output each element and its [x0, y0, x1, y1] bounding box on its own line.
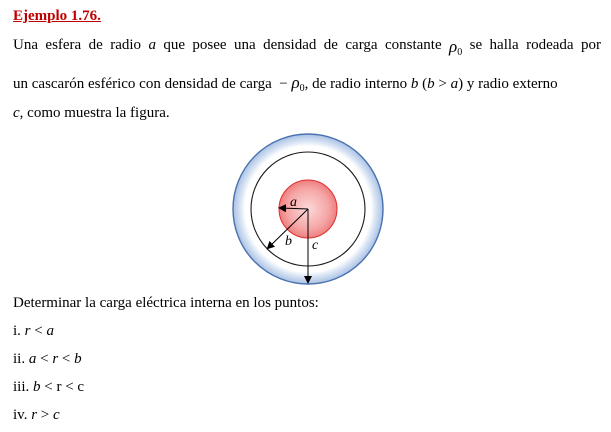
item-part: c — [53, 407, 60, 423]
text: un cascarón esférico con densidad de carga — [13, 76, 272, 92]
list-item — [13, 379, 84, 396]
list-item — [13, 407, 60, 424]
word: radio — [110, 37, 142, 53]
item-part: a — [28, 351, 37, 367]
item-number: ii. — [13, 351, 26, 367]
list-item — [13, 351, 82, 368]
symbol-a: a — [148, 37, 156, 53]
paragraph-line-2 — [13, 73, 558, 94]
symbol-b: b — [427, 76, 435, 92]
symbol-c: c — [13, 105, 20, 121]
item-number: iv. — [13, 407, 28, 423]
rho-zero — [449, 37, 462, 58]
item-part: > — [37, 407, 54, 423]
item-number: iii. — [13, 379, 30, 395]
item-part: < — [30, 323, 47, 339]
item-part: r — [24, 323, 31, 339]
item-part: r — [31, 407, 38, 423]
gt-sign: > — [434, 76, 451, 92]
word: esfera — [45, 37, 82, 53]
example-title: Ejemplo 1.76. — [13, 8, 101, 24]
item-number: i. — [13, 323, 21, 339]
word: de — [88, 37, 103, 53]
text: , de radio interno — [304, 76, 408, 92]
label-a: a — [290, 195, 297, 210]
spheres-figure — [230, 130, 384, 290]
word: por — [580, 37, 601, 53]
word: una — [233, 37, 256, 53]
word: densidad — [263, 37, 317, 53]
label-c: c — [312, 238, 319, 253]
word: constante — [384, 37, 442, 53]
item-part: b — [74, 351, 82, 367]
rho-symbol: ρ — [449, 37, 458, 56]
paren: ) — [458, 76, 464, 92]
spheres-diagram — [230, 130, 384, 290]
item-part: b — [33, 379, 41, 395]
rho-subscript: 0 — [457, 47, 463, 58]
label-b: b — [285, 234, 292, 249]
word: carga — [345, 37, 378, 53]
symbol-b: b — [410, 76, 419, 92]
text: , como muestra la figura. — [19, 105, 170, 121]
rho-symbol: ρ — [291, 73, 300, 92]
word: rodeada — [526, 37, 574, 53]
paragraph-line-1 — [13, 37, 601, 58]
word: se — [469, 37, 483, 53]
item-part: a — [46, 323, 54, 339]
word: Una — [13, 37, 38, 53]
paragraph-line-3 — [13, 105, 170, 122]
symbol-a: a — [450, 76, 459, 92]
word: posee — [192, 37, 227, 53]
item-part: r — [52, 351, 59, 367]
text: y radio externo — [463, 76, 558, 92]
paren: ( — [422, 76, 428, 92]
item-part: < — [36, 351, 53, 367]
word: de — [323, 37, 338, 53]
word: que — [163, 37, 186, 53]
item-part: < r < c — [40, 379, 85, 395]
rho-subscript: 0 — [299, 83, 305, 94]
word: halla — [489, 37, 519, 53]
minus-sign: − — [279, 76, 288, 92]
item-part: < — [58, 351, 75, 367]
question-text: Determinar la carga eléctrica interna en los puntos: — [13, 295, 319, 311]
list-item — [13, 323, 54, 340]
